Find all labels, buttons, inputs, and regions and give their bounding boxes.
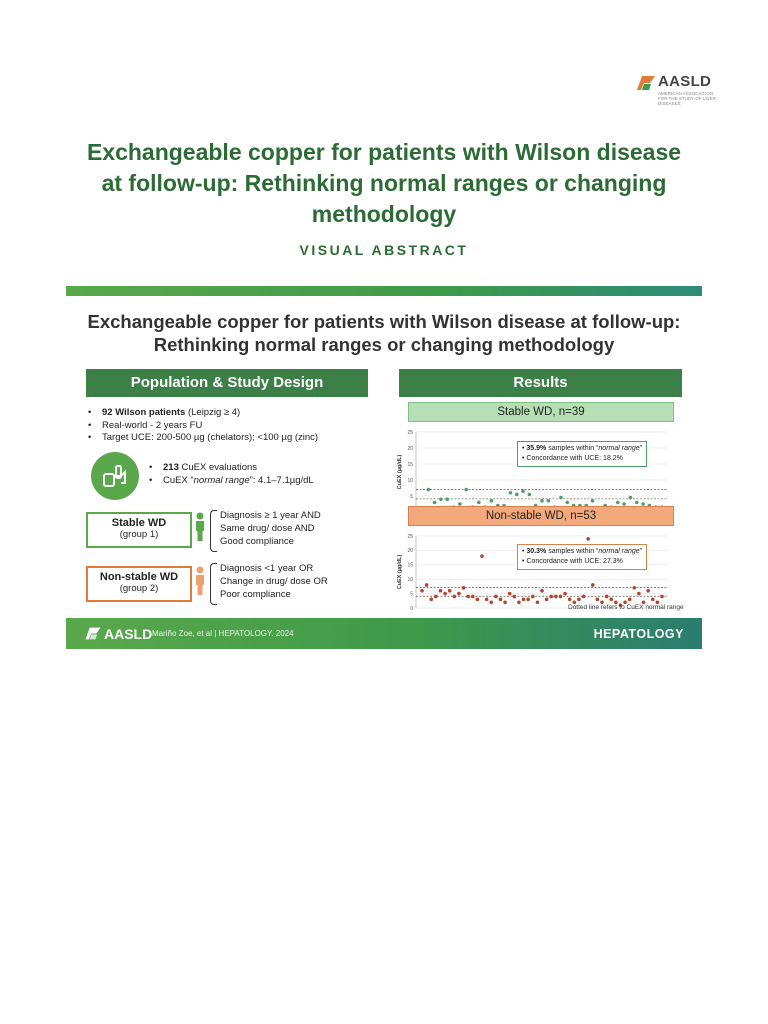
group-subtitle: (group 2) xyxy=(119,583,159,594)
data-point xyxy=(457,592,461,596)
group-nonstable-box xyxy=(86,566,192,602)
data-point xyxy=(591,583,595,587)
abstract-title-line: Rethinking normal ranges or changing methodology xyxy=(153,334,615,355)
data-point xyxy=(439,497,443,501)
results-heading: Results xyxy=(399,369,682,397)
data-point xyxy=(628,598,632,602)
data-point xyxy=(605,595,609,599)
data-point xyxy=(462,586,466,590)
data-point xyxy=(565,501,569,505)
nonstable-chart-label: Non-stable WD, n=53 xyxy=(408,506,674,526)
data-point xyxy=(635,501,639,505)
condition: Diagnosis ≥ 1 year AND xyxy=(220,510,321,521)
data-point xyxy=(439,589,443,593)
data-point xyxy=(443,592,447,596)
data-point xyxy=(427,488,431,492)
data-point xyxy=(466,595,470,599)
data-point xyxy=(526,598,530,602)
brace xyxy=(210,510,217,552)
data-point xyxy=(591,499,595,503)
data-point xyxy=(582,595,586,599)
data-point xyxy=(559,496,563,500)
abstract-title xyxy=(66,310,702,356)
data-point xyxy=(568,598,572,602)
data-point xyxy=(476,598,480,602)
data-point xyxy=(528,493,532,497)
condition: Change in drug/ dose OR xyxy=(220,576,328,587)
liver-logo-icon xyxy=(636,74,656,92)
bullet-item: • Target UCE: 200-500 µg (chelators); <100 µg (zinc) xyxy=(88,432,319,443)
logo-tagline: AMERICAN ASSOCIATION FOR THE STUDY OF LIVER DISEASES xyxy=(658,91,716,106)
y-tick-label: 20 xyxy=(407,548,413,555)
condition: Poor compliance xyxy=(220,589,291,600)
legend-line: • 35.9% samples within “normal range” xyxy=(522,445,642,452)
sample-tube-icon xyxy=(91,452,139,500)
nonstable-conditions xyxy=(220,562,328,601)
data-point xyxy=(434,595,438,599)
data-point xyxy=(508,592,512,596)
group-stable-box xyxy=(86,512,192,548)
bullet-item: • 213 CuEX evaluations xyxy=(149,462,258,473)
y-tick-label: 5 xyxy=(410,493,413,500)
logo-name: AASLD xyxy=(658,73,712,90)
data-point xyxy=(549,595,553,599)
data-point xyxy=(464,488,468,492)
page-title xyxy=(60,137,708,230)
stable-legend xyxy=(517,441,647,467)
data-point xyxy=(660,595,664,599)
stable-conditions xyxy=(220,509,321,548)
data-point xyxy=(545,598,549,602)
footer-bar xyxy=(66,618,702,649)
data-point xyxy=(490,499,494,503)
y-tick-label: 15 xyxy=(407,461,413,468)
data-point xyxy=(425,583,429,587)
data-point xyxy=(522,598,526,602)
title-line: at follow-up: Rethinking normal ranges or changing xyxy=(101,170,667,196)
footer-journal: HEPATOLOGY xyxy=(593,627,684,641)
group-title: Non-stable WD xyxy=(99,571,179,583)
bullet-item: • CuEX “normal range”: 4.1–7.1µg/dL xyxy=(149,474,314,486)
data-point xyxy=(499,598,503,602)
data-point xyxy=(515,493,519,497)
page-subtitle: VISUAL ABSTRACT xyxy=(299,242,469,258)
data-point xyxy=(651,598,655,602)
brace xyxy=(210,563,217,605)
data-point xyxy=(646,589,650,593)
visual-abstract xyxy=(66,286,702,649)
data-point xyxy=(637,592,641,596)
evaluation-bullets xyxy=(149,462,369,487)
data-point xyxy=(531,595,535,599)
aasld-logo xyxy=(636,72,716,104)
condition: Diagnosis <1 year OR xyxy=(220,563,314,574)
y-tick-label: 15 xyxy=(407,562,413,569)
data-point xyxy=(633,586,637,590)
data-point xyxy=(509,491,513,495)
data-point xyxy=(471,595,475,599)
abstract-title-line: Exchangeable copper for patients with Wilson disease at follow-up: xyxy=(87,311,681,332)
title-line: Exchangeable copper for patients with Wilson disease xyxy=(86,139,682,165)
liver-logo-icon xyxy=(84,626,102,641)
data-point xyxy=(429,598,433,602)
y-axis-title: CuEX (µg/dL) xyxy=(397,454,403,490)
data-point xyxy=(480,554,484,558)
person-orange-icon xyxy=(193,566,207,596)
data-point xyxy=(503,600,507,604)
data-point xyxy=(477,501,481,505)
nonstable-scatter-chart xyxy=(396,526,672,616)
data-point xyxy=(433,501,437,505)
group-subtitle: (group 1) xyxy=(119,529,159,540)
data-point xyxy=(494,595,498,599)
y-tick-label: 20 xyxy=(407,445,413,452)
population-heading: Population & Study Design xyxy=(86,369,368,397)
condition: Good compliance xyxy=(220,536,294,547)
footer-citation: Mariño Zoe, et al | HEPATOLOGY. 2024 xyxy=(152,629,294,638)
y-tick-label: 0 xyxy=(410,605,413,612)
data-point xyxy=(420,589,424,593)
chart-footnote: Dotted line refers to CuEX normal range xyxy=(568,604,684,611)
data-point xyxy=(453,595,457,599)
data-point xyxy=(445,497,449,501)
nonstable-legend xyxy=(517,544,647,570)
y-tick-label: 10 xyxy=(407,477,413,484)
data-point xyxy=(489,600,493,604)
legend-line: • Concordance with UCE: 18.2% xyxy=(522,455,623,462)
data-point xyxy=(616,501,620,505)
person-green-icon xyxy=(193,512,207,542)
bullet-item: • 92 Wilson patients (Leipzig ≥ 4) xyxy=(88,407,241,418)
data-point xyxy=(559,595,563,599)
data-point xyxy=(563,592,567,596)
stable-chart-label: Stable WD, n=39 xyxy=(408,402,674,422)
y-tick-label: 5 xyxy=(410,591,413,598)
data-point xyxy=(547,499,551,503)
title-line: methodology xyxy=(311,201,457,227)
data-point xyxy=(536,600,540,604)
data-point xyxy=(540,499,544,503)
data-point xyxy=(517,600,521,604)
data-point xyxy=(577,598,581,602)
y-tick-label: 25 xyxy=(407,429,413,436)
y-axis-title: CuEX (µg/dL) xyxy=(397,554,403,590)
data-point xyxy=(609,598,613,602)
legend-line: • Concordance with UCE: 27.3% xyxy=(522,558,623,565)
bullet-item: • Real-world - 2 years FU xyxy=(88,419,203,431)
data-point xyxy=(485,598,489,602)
stable-scatter-chart xyxy=(396,426,672,516)
top-bar xyxy=(66,286,702,296)
data-point xyxy=(521,489,525,493)
data-point xyxy=(596,598,600,602)
y-tick-label: 10 xyxy=(407,577,413,583)
data-point xyxy=(586,537,590,541)
data-point xyxy=(513,595,517,599)
y-tick-label: 25 xyxy=(407,533,413,540)
data-point xyxy=(554,595,558,599)
data-point xyxy=(448,589,452,593)
footer-brand: AASLD xyxy=(104,626,153,642)
data-point xyxy=(540,589,544,593)
group-title: Stable WD xyxy=(111,517,167,529)
data-point xyxy=(629,496,633,500)
design-bullets xyxy=(88,407,373,445)
condition: Same drug/ dose AND xyxy=(220,523,315,534)
legend-line: • 30.3% samples within “normal range” xyxy=(522,548,642,555)
